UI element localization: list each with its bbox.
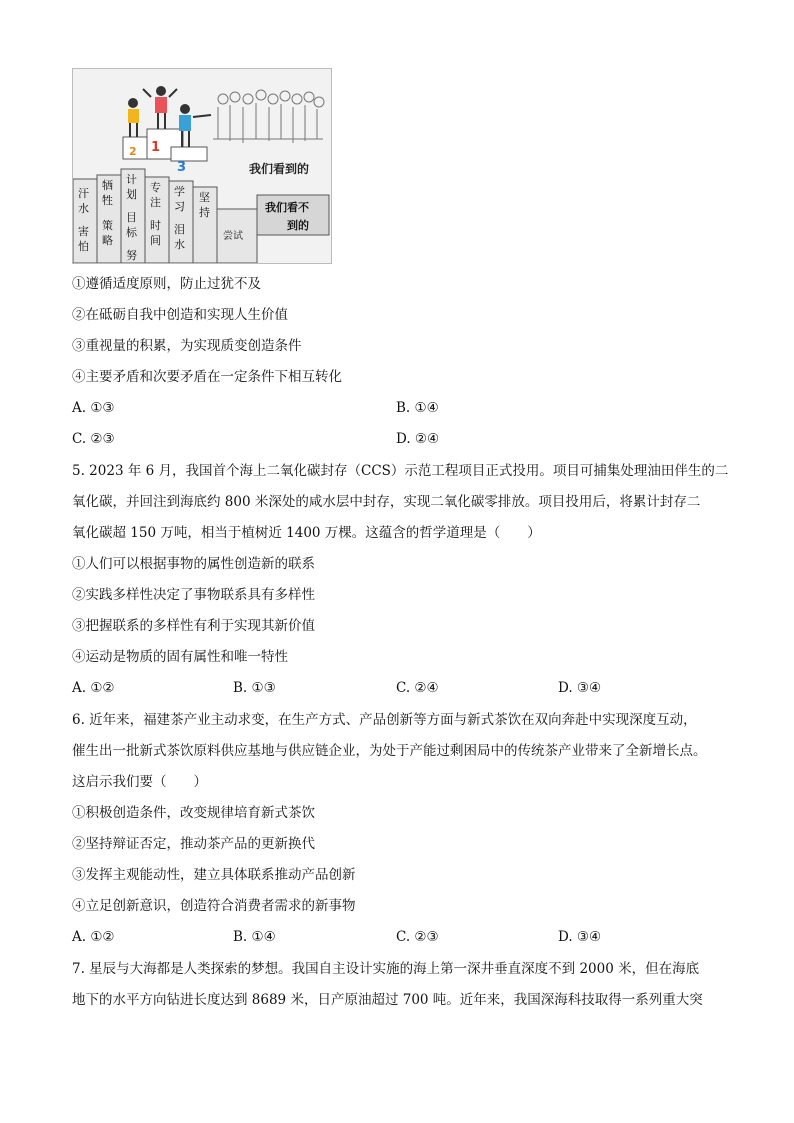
block-word-6a: 目 bbox=[126, 211, 137, 224]
podium-number-3: 3 bbox=[177, 160, 187, 175]
q4-statement-3: ③重视量的积累，为实现质变创造条件 bbox=[72, 338, 302, 354]
podium-number-1: 1 bbox=[151, 140, 161, 155]
podium-number-2: 2 bbox=[129, 145, 137, 158]
q5-statement-4: ④运动是物质的固有属性和唯一特性 bbox=[72, 649, 288, 665]
block-word-11b: 水 bbox=[174, 238, 185, 251]
caption-we-dont-see-1: 我们看不 bbox=[265, 201, 309, 214]
block-word-10a: 学 bbox=[174, 185, 185, 198]
block-word-3b: 牲 bbox=[102, 194, 113, 207]
q6-option-a: A. ①② bbox=[72, 929, 115, 945]
block-word-4b: 略 bbox=[102, 234, 113, 247]
block-word-5a: 计 bbox=[126, 173, 137, 186]
q5-option-c: C. ②④ bbox=[396, 680, 439, 696]
block-word-8a: 专 bbox=[150, 181, 161, 194]
block-word-9b: 间 bbox=[150, 234, 161, 247]
q4-option-d: D. ②④ bbox=[396, 431, 440, 447]
block-word-3a: 牺 bbox=[102, 179, 113, 192]
block-word-1a: 汗 bbox=[78, 187, 89, 200]
block-word-9a: 时 bbox=[150, 219, 161, 232]
q6-stem-line-2: 催生出一批新式茶饮原料供应基地与供应链企业，为处于产能过剩困局中的传统茶产业带来了全新增长点。 bbox=[72, 743, 707, 759]
q6-stem-line-3: 这启示我们要（ ） bbox=[72, 774, 207, 790]
q5-stem-line-1: 5. 2023 年 6 月，我国首个海上二氧化碳封存（CCS）示范工程项目正式投用。项目可捕集处理油田伴生的二 bbox=[72, 463, 729, 479]
cartoon-illustration bbox=[72, 68, 332, 264]
q6-statement-3: ③发挥主观能动性，建立具体联系推动产品创新 bbox=[72, 867, 356, 883]
block-word-11a: 泪 bbox=[174, 223, 185, 236]
q6-option-d: D. ③④ bbox=[558, 929, 602, 945]
q6-statement-2: ②坚持辩证否定，推动茶产品的更新换代 bbox=[72, 836, 315, 852]
q4-statement-4: ④主要矛盾和次要矛盾在一定条件下相互转化 bbox=[72, 369, 342, 385]
q6-stem-line-1: 6. 近年来，福建茶产业主动求变，在生产方式、产品创新等方面与新式茶饮在双向奔赴中实现深度互动， bbox=[72, 712, 697, 728]
block-word-12b: 持 bbox=[199, 206, 210, 219]
q5-stem-line-2: 氧化碳，并回注到海底约 800 米深处的咸水层中封存，实现二氧化碳零排放。项目投用后，将累计封存二 bbox=[72, 494, 701, 510]
q5-stem-line-3: 氧化碳超 150 万吨，相当于植树近 1400 万棵。这蕴含的哲学道理是（ ） bbox=[72, 525, 541, 541]
q5-option-b: B. ①③ bbox=[233, 680, 276, 696]
q5-option-d: D. ③④ bbox=[558, 680, 602, 696]
q6-statement-1: ①积极创造条件，改变规律培育新式茶饮 bbox=[72, 805, 315, 821]
q5-statement-1: ①人们可以根据事物的属性创造新的联系 bbox=[72, 556, 315, 572]
q4-statement-1: ①遵循适度原则，防止过犹不及 bbox=[72, 276, 261, 292]
q7-stem-line-2: 地下的水平方向钻进长度达到 8689 米，日产原油超过 700 吨。近年来，我国深海科技取得一系列重大突 bbox=[72, 992, 703, 1008]
caption-we-see: 我们看到的 bbox=[249, 162, 310, 176]
q4-option-c: C. ②③ bbox=[72, 431, 115, 447]
q6-option-c: C. ②③ bbox=[396, 929, 439, 945]
block-word-2b: 怕 bbox=[78, 240, 89, 253]
block-word-8b: 注 bbox=[150, 196, 161, 209]
q5-option-a: A. ①② bbox=[72, 680, 115, 696]
q7-stem-line-1: 7. 星辰与大海都是人类探索的梦想。我国自主设计实施的海上第一深井垂直深度不到 2000 米，但在海底 bbox=[72, 961, 700, 977]
q4-option-a: A. ①③ bbox=[72, 400, 115, 416]
block-word-4a: 策 bbox=[102, 219, 113, 232]
block-word-1b: 水 bbox=[78, 202, 89, 215]
q6-option-b: B. ①④ bbox=[233, 929, 276, 945]
q6-statement-4: ④立足创新意识，创造符合消费者需求的新事物 bbox=[72, 898, 356, 914]
q5-statement-3: ③把握联系的多样性有利于实现其新价值 bbox=[72, 618, 315, 634]
block-word-10b: 习 bbox=[174, 200, 185, 213]
block-word-12a: 坚 bbox=[199, 191, 210, 204]
block-word-13: 尝试 bbox=[223, 231, 243, 242]
block-word-2a: 害 bbox=[78, 225, 89, 238]
block-word-6b: 标 bbox=[126, 226, 137, 239]
caption-we-dont-see-2: 到的 bbox=[287, 219, 309, 232]
block-word-5b: 划 bbox=[126, 188, 137, 201]
block-word-7: 努 bbox=[126, 249, 137, 262]
q5-statement-2: ②实践多样性决定了事物联系具有多样性 bbox=[72, 587, 315, 603]
q4-option-b: B. ①④ bbox=[396, 400, 439, 416]
q4-statement-2: ②在砥砺自我中创造和实现人生价值 bbox=[72, 307, 288, 323]
